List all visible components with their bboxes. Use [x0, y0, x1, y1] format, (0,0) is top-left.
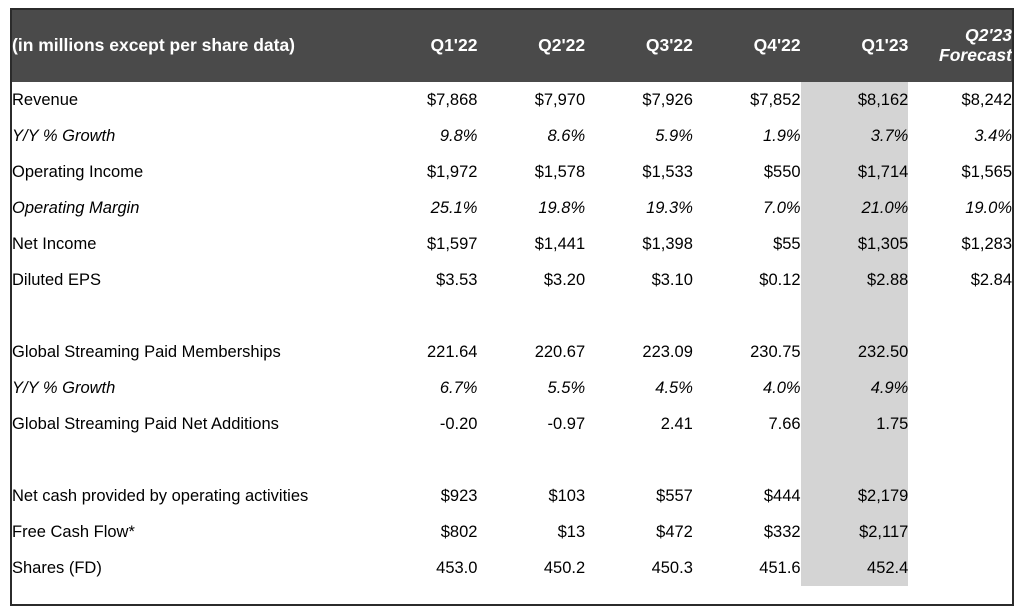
row-label: Shares (FD)	[12, 558, 102, 577]
table-body	[12, 82, 1012, 586]
cell-q122: -0.20	[439, 414, 478, 433]
cell-q123	[801, 442, 909, 478]
table-row	[12, 118, 1012, 154]
column-header-label: (in millions except per share data)	[12, 35, 295, 56]
row-label: Global Streaming Paid Net Additions	[12, 414, 279, 433]
cell-q122: 9.8%	[439, 126, 478, 145]
column-header-q1-22: Q1'22	[430, 35, 478, 56]
cell-q122: $923	[440, 486, 478, 505]
cell-q123	[801, 298, 909, 334]
cell-q422: $332	[763, 522, 801, 541]
cell-q322: 2.41	[660, 414, 693, 433]
cell-q223	[908, 550, 1012, 586]
cell-q122: $3.53	[436, 270, 478, 289]
cell-q322: $472	[656, 522, 693, 541]
table-row	[12, 154, 1012, 190]
cell-q322: 5.9%	[655, 126, 693, 145]
cell-q422: 451.6	[759, 558, 801, 577]
cell-q123: 3.7%	[801, 118, 909, 154]
table-row	[12, 190, 1012, 226]
row-label: Y/Y % Growth	[12, 378, 116, 397]
table-header	[12, 10, 1012, 82]
cell-q422: $7,852	[750, 90, 801, 109]
cell-q122: 453.0	[436, 558, 478, 577]
cell-q422: $444	[763, 486, 801, 505]
cell-q222: 220.67	[534, 342, 586, 361]
cell-q223: $8,242	[961, 90, 1012, 109]
row-label: Operating Income	[12, 162, 144, 181]
cell-q223: $1,565	[961, 162, 1012, 181]
cell-q222: $103	[548, 486, 586, 505]
cell-q123: $1,714	[801, 154, 909, 190]
table-row	[12, 370, 1012, 406]
cell-q123: $8,162	[801, 82, 909, 118]
cell-q223	[908, 514, 1012, 550]
table-row	[12, 82, 1012, 118]
cell-q422: $55	[773, 234, 801, 253]
cell-q122: 25.1%	[430, 198, 478, 217]
table-row	[12, 514, 1012, 550]
row-label: Net cash provided by operating activities	[12, 486, 309, 505]
cell-q122: $1,972	[426, 162, 478, 181]
financial-table-frame	[10, 8, 1014, 606]
cell-q122: 221.64	[426, 342, 478, 361]
cell-q223: 19.0%	[965, 198, 1012, 217]
row-label: Global Streaming Paid Memberships	[12, 342, 281, 361]
cell-q223	[908, 334, 1012, 370]
cell-q322: $3.10	[651, 270, 693, 289]
cell-q322: $557	[656, 486, 693, 505]
cell-q223	[908, 442, 1012, 478]
row-label	[12, 298, 370, 334]
column-header-q1-23: Q1'23	[861, 35, 909, 56]
cell-q223: $1,283	[961, 234, 1012, 253]
cell-q123: 452.4	[801, 550, 909, 586]
cell-q422: 7.66	[768, 414, 801, 433]
cell-q422	[693, 442, 801, 478]
cell-q422: 230.75	[750, 342, 801, 361]
cell-q322: 19.3%	[646, 198, 693, 217]
cell-q222: $1,578	[534, 162, 586, 181]
row-label: Revenue	[12, 90, 79, 109]
cell-q422: $0.12	[759, 270, 801, 289]
cell-q222	[477, 442, 585, 478]
row-label: Operating Margin	[12, 198, 140, 217]
cell-q123: $2.88	[801, 262, 909, 298]
cell-q422: 4.0%	[762, 378, 801, 397]
cell-q122	[370, 298, 478, 334]
cell-q222: $13	[557, 522, 586, 541]
header-row	[12, 10, 1012, 82]
cell-q122: 6.7%	[439, 378, 478, 397]
column-header-q2-22: Q2'22	[538, 35, 586, 56]
forecast-header-line1: Q2'23	[965, 25, 1012, 46]
table-row	[12, 550, 1012, 586]
cell-q222: 19.8%	[538, 198, 586, 217]
cell-q122: $1,597	[426, 234, 478, 253]
cell-q223	[908, 478, 1012, 514]
column-header-q3-22: Q3'22	[645, 35, 693, 56]
cell-q422	[693, 298, 801, 334]
cell-q322: 450.3	[651, 558, 693, 577]
table-row	[12, 262, 1012, 298]
row-label	[12, 442, 370, 478]
cell-q223: $2.84	[970, 270, 1012, 289]
cell-q422: 1.9%	[762, 126, 801, 145]
cell-q322: $1,533	[642, 162, 693, 181]
cell-q123: 21.0%	[801, 190, 909, 226]
cell-q122: $7,868	[426, 90, 478, 109]
row-label: Free Cash Flow*	[12, 522, 135, 541]
cell-q322: 4.5%	[655, 378, 693, 397]
forecast-header-line2: Forecast	[939, 45, 1012, 65]
column-header-q2-23-forecast	[908, 10, 1012, 82]
cell-q222: $7,970	[534, 90, 586, 109]
cell-q322: $7,926	[642, 90, 693, 109]
cell-q122: $802	[440, 522, 478, 541]
cell-q123: $2,117	[801, 514, 909, 550]
cell-q123: $2,179	[801, 478, 909, 514]
table-row	[12, 406, 1012, 442]
cell-q322: 223.09	[642, 342, 693, 361]
cell-q422: 7.0%	[762, 198, 801, 217]
cell-q222: $3.20	[543, 270, 586, 289]
cell-q222: -0.97	[547, 414, 586, 433]
cell-q223	[908, 298, 1012, 334]
cell-q322	[585, 442, 693, 478]
column-header-q4-22: Q4'22	[753, 35, 801, 56]
table-spacer-row	[12, 298, 1012, 334]
cell-q222	[477, 298, 585, 334]
cell-q123: 4.9%	[801, 370, 909, 406]
financial-summary-table	[12, 10, 1012, 586]
cell-q222: 8.6%	[547, 126, 586, 145]
cell-q322	[585, 298, 693, 334]
cell-q322: $1,398	[642, 234, 693, 253]
cell-q422: $550	[763, 162, 801, 181]
cell-q123: 1.75	[801, 406, 909, 442]
table-row	[12, 478, 1012, 514]
cell-q223	[908, 370, 1012, 406]
cell-q122	[370, 442, 478, 478]
row-label: Net Income	[12, 234, 97, 253]
cell-q222: $1,441	[534, 234, 586, 253]
cell-q223: 3.4%	[974, 126, 1012, 145]
table-spacer-row	[12, 442, 1012, 478]
cell-q123: 232.50	[801, 334, 909, 370]
row-label: Diluted EPS	[12, 270, 101, 289]
cell-q222: 5.5%	[547, 378, 586, 397]
table-row	[12, 334, 1012, 370]
table-row	[12, 226, 1012, 262]
cell-q123: $1,305	[801, 226, 909, 262]
row-label: Y/Y % Growth	[12, 126, 116, 145]
cell-q222: 450.2	[543, 558, 586, 577]
cell-q223	[908, 406, 1012, 442]
